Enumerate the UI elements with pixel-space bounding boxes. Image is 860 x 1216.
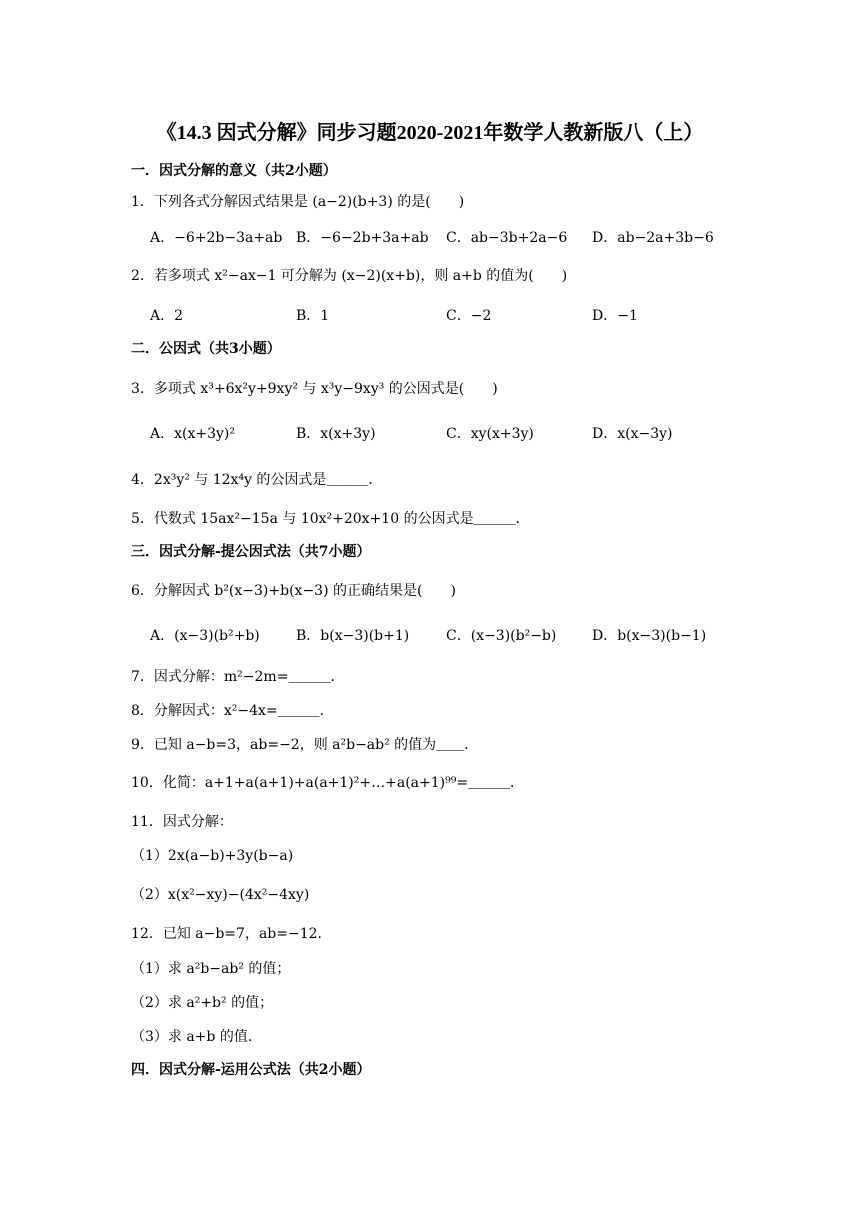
- option-c: C．−2: [446, 308, 492, 324]
- question-3: 3．多项式 x³+6x²y+9xy² 与 x³y−9xy³ 的公因式是( ): [131, 381, 498, 397]
- question-7: 7．因式分解：m²−2m=＿＿＿．: [131, 669, 345, 685]
- option-b: B．1: [296, 308, 330, 324]
- option-d: D．ab−2a+3b−6: [592, 230, 714, 246]
- question-12: 12．已知 a−b=7，ab=−12．: [131, 926, 332, 942]
- option-a: A．x(x+3y)²: [150, 426, 235, 442]
- option-b: B．−6−2b+3a+ab: [296, 230, 429, 246]
- option-a: A．(x−3)(b²+b): [150, 628, 260, 644]
- option-d: D．x(x−3y): [592, 426, 673, 442]
- question-10: 10．化简：a+1+a(a+1)+a(a+1)²+…+a(a+1)⁹⁹=＿＿＿．: [131, 775, 525, 791]
- question-11-part-1: （1）2x(a−b)+3y(b−a): [131, 848, 294, 864]
- option-b: B．x(x+3y): [296, 426, 376, 442]
- section-heading-4: 四．因式分解-运用公式法（共2小题）: [131, 1062, 371, 1078]
- question-11-part-2: （2）x(x²−xy)−(4x²−4xy): [131, 887, 310, 903]
- option-d: D．b(x−3)(b−1): [592, 628, 707, 644]
- question-8: 8．分解因式：x²−4x=＿＿＿．: [131, 703, 334, 719]
- option-a: A．−6+2b−3a+ab: [150, 230, 283, 246]
- question-12-part-2: （2）求 a²+b² 的值；: [131, 995, 274, 1011]
- section-heading-2: 二．公因式（共3小题）: [131, 341, 281, 357]
- question-1: 1．下列各式分解因式结果是 (a−2)(b+3) 的是( ): [131, 194, 465, 210]
- section-heading-3: 三．因式分解-提公因式法（共7小题）: [131, 544, 371, 560]
- option-c: C．(x−3)(b²−b): [446, 628, 557, 644]
- option-b: B．b(x−3)(b+1): [296, 628, 410, 644]
- question-4: 4．2x³y² 与 12x⁴y 的公因式是＿＿＿．: [131, 472, 383, 488]
- section-heading-1: 一．因式分解的意义（共2小题）: [131, 163, 337, 179]
- question-2: 2．若多项式 x²−ax−1 可分解为 (x−2)(x+b)，则 a+b 的值为( ): [131, 268, 568, 284]
- question-12-part-3: （3）求 a+b 的值．: [131, 1029, 262, 1045]
- question-12-part-1: （1）求 a²b−ab² 的值；: [131, 961, 291, 977]
- question-11: 11．因式分解：: [131, 814, 233, 830]
- page-title: 《14.3 因式分解》同步习题2020-2021年数学人教新版八（上）: [156, 122, 704, 144]
- question-5: 5．代数式 15ax²−15a 与 10x²+20x+10 的公因式是＿＿＿．: [131, 511, 530, 527]
- question-6: 6．分解因式 b²(x−3)+b(x−3) 的正确结果是( ): [131, 583, 456, 599]
- option-a: A．2: [150, 308, 184, 324]
- option-c: C．xy(x+3y): [446, 426, 534, 442]
- option-c: C．ab−3b+2a−6: [446, 230, 568, 246]
- question-9: 9．已知 a−b=3，ab=−2，则 a²b−ab² 的值为＿＿．: [131, 737, 479, 753]
- option-d: D．−1: [592, 308, 638, 324]
